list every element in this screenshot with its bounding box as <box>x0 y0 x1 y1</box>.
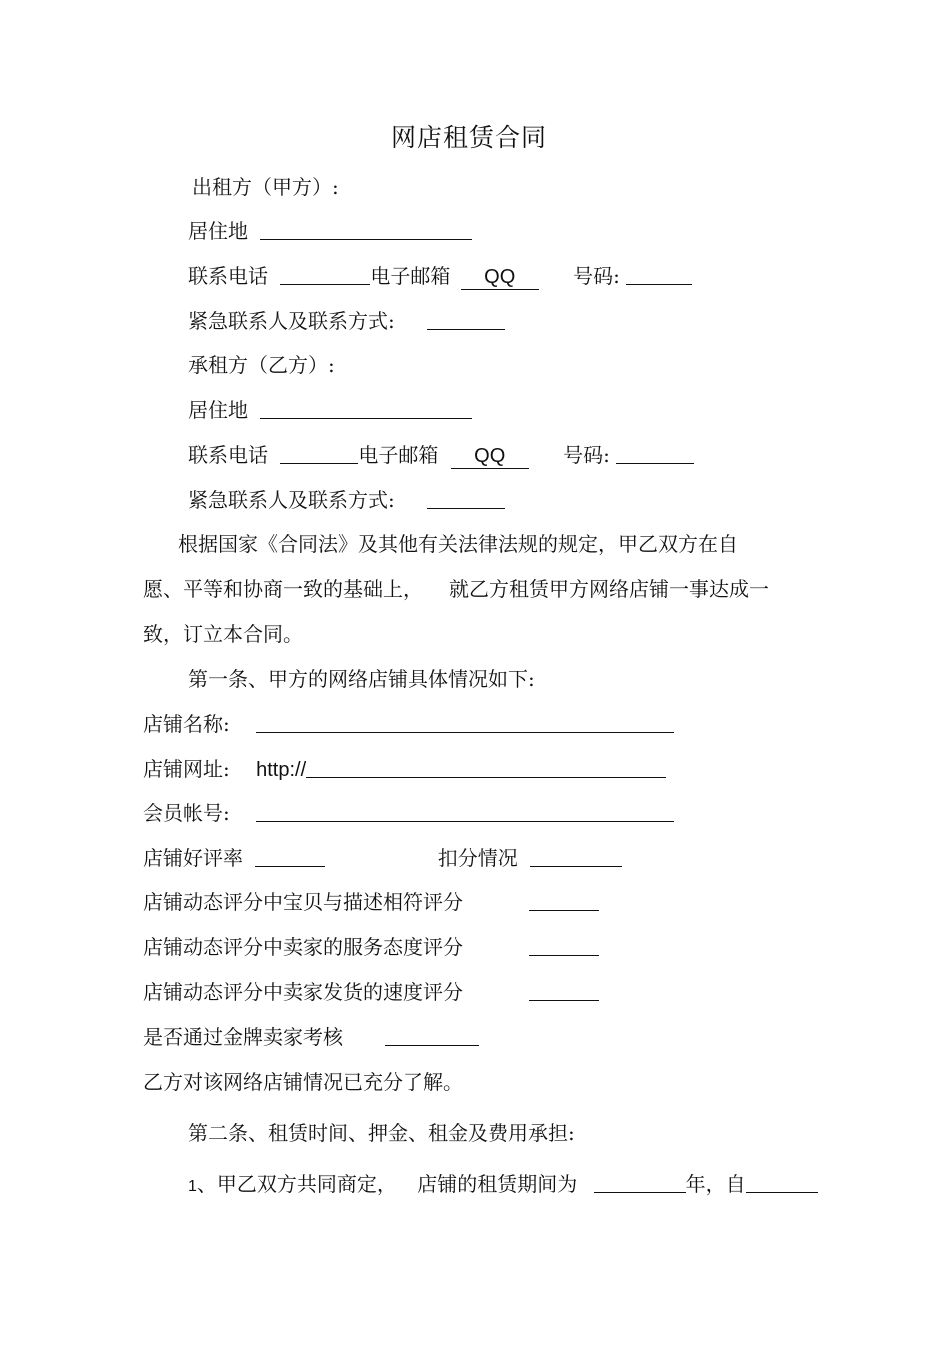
lessee-residence-field[interactable] <box>260 399 472 419</box>
shipping-score-field[interactable] <box>529 981 599 1001</box>
lessee-qq-field[interactable] <box>616 444 694 464</box>
rating-label: 店铺好评率 <box>143 846 243 870</box>
member-account-row <box>143 801 674 825</box>
shipping-score-row <box>143 980 599 1004</box>
shipping-score-label: 店铺动态评分中卖家发货的速度评分 <box>143 980 463 1004</box>
lessee-residence-row <box>188 398 472 422</box>
lessor-emergency-field[interactable] <box>427 310 505 330</box>
preamble-line-2a: 愿、平等和协商一致的基础上， <box>143 577 423 601</box>
lessor-phone-field[interactable] <box>280 265 370 285</box>
preamble-line-2 <box>143 577 769 601</box>
desc-score-label: 店铺动态评分中宝贝与描述相符评分 <box>143 890 463 914</box>
article2-item-1-number: 1 <box>188 1178 197 1195</box>
shop-name-label: 店铺名称: <box>143 712 230 736</box>
article2-item-1-year: 年，自 <box>685 1172 746 1196</box>
shop-url-prefix: http:// <box>256 759 307 781</box>
shop-name-row <box>143 712 674 736</box>
lessee-qq-label: QQ <box>474 445 506 467</box>
lessee-number-label: 号码: <box>563 443 610 467</box>
article1-heading: 第一条、甲方的网络店铺具体情况如下: <box>188 667 535 691</box>
preamble-line-3: 致，订立本合同。 <box>143 622 303 646</box>
lessor-phone-label: 联系电话 <box>188 264 268 288</box>
lessor-number-label: 号码: <box>573 264 620 288</box>
lessor-qq-label: QQ <box>484 266 516 288</box>
shop-url-row <box>143 757 666 782</box>
article2-item-1-text2: 店铺的租赁期间为 <box>417 1172 578 1196</box>
lease-start-field[interactable] <box>746 1173 818 1193</box>
deduction-field[interactable] <box>530 847 622 867</box>
lessor-email-field[interactable] <box>461 265 539 290</box>
lessee-emergency-row <box>188 488 505 512</box>
preamble-line-2b: 就乙方租赁甲方网络店铺一事达成一 <box>449 577 769 601</box>
article2-heading: 第二条、租赁时间、押金、租金及费用承担: <box>188 1121 575 1145</box>
lessor-email-label: 电子邮箱 <box>370 264 451 288</box>
gold-seller-field[interactable] <box>385 1026 479 1046</box>
lessor-residence-row <box>188 219 472 243</box>
lessee-phone-label: 联系电话 <box>188 443 268 467</box>
deduction-label: 扣分情况 <box>437 846 518 870</box>
shop-url-label: 店铺网址: <box>143 757 230 781</box>
gold-seller-label: 是否通过金牌卖家考核 <box>143 1025 343 1049</box>
lessor-emergency-row <box>188 309 505 333</box>
lessee-email-field[interactable] <box>451 444 529 469</box>
shop-url-field[interactable] <box>306 758 666 778</box>
member-account-label: 会员帐号: <box>143 801 230 825</box>
lessor-residence-label: 居住地 <box>188 219 248 243</box>
document-title: 网店租赁合同 <box>390 123 547 152</box>
lessee-heading: 承租方（乙方）: <box>188 353 335 377</box>
service-score-label: 店铺动态评分中卖家的服务态度评分 <box>143 935 463 959</box>
lessor-contact-row <box>188 264 692 290</box>
service-score-row <box>143 935 599 959</box>
lessee-email-label: 电子邮箱 <box>358 443 439 467</box>
service-score-field[interactable] <box>529 936 599 956</box>
acknowledge-text: 乙方对该网络店铺情况已充分了解。 <box>143 1070 463 1094</box>
lessee-contact-row <box>188 443 694 469</box>
preamble-line-1: 根据国家《合同法》及其他有关法律法规的规定，甲乙双方在自 <box>178 532 738 556</box>
lessor-emergency-label: 紧急联系人及联系方式: <box>188 309 395 333</box>
lessor-heading: 出租方（甲方）: <box>192 175 339 199</box>
rating-row <box>143 846 622 870</box>
desc-score-row <box>143 890 599 914</box>
lessee-emergency-label: 紧急联系人及联系方式: <box>188 488 395 512</box>
lessor-qq-field[interactable] <box>626 265 692 285</box>
gold-seller-row <box>143 1025 479 1049</box>
lease-years-field[interactable] <box>594 1173 686 1193</box>
article2-item-1-text: 、甲乙双方共同商定， <box>196 1172 397 1196</box>
shop-name-field[interactable] <box>256 713 674 733</box>
member-account-field[interactable] <box>256 802 674 822</box>
lessor-residence-field[interactable] <box>260 220 472 240</box>
desc-score-field[interactable] <box>529 891 599 911</box>
lessee-phone-field[interactable] <box>280 444 358 464</box>
rating-field[interactable] <box>255 847 325 867</box>
lessee-residence-label: 居住地 <box>188 398 248 422</box>
lessee-emergency-field[interactable] <box>427 489 505 509</box>
article2-item-1 <box>188 1172 818 1199</box>
